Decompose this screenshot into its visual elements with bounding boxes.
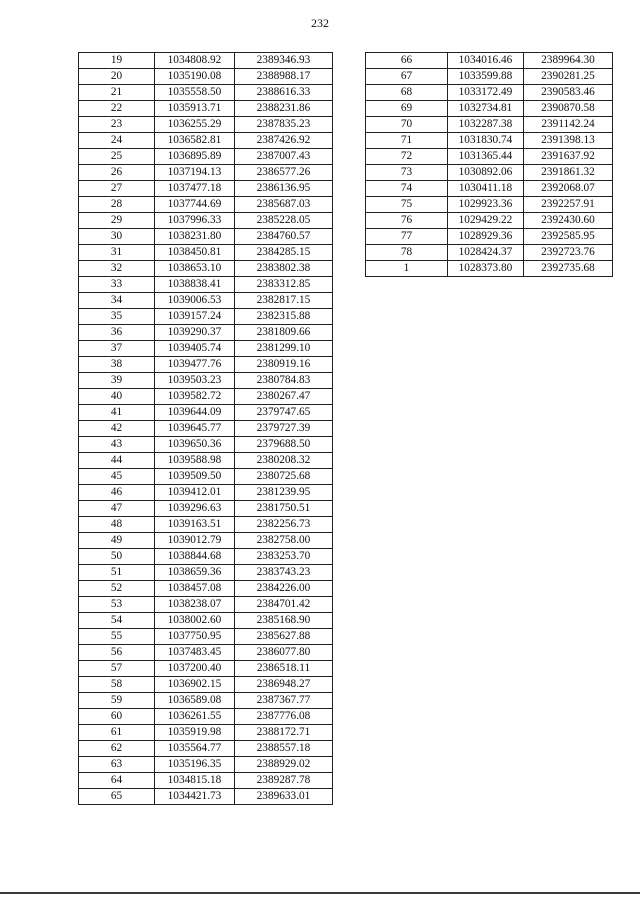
table-row: [79, 741, 333, 757]
table-row: [79, 597, 333, 613]
point-number-cell: 28: [79, 197, 155, 213]
table-row: [79, 149, 333, 165]
point-number-cell: 66: [366, 53, 448, 69]
table-row: [79, 661, 333, 677]
x-coordinate-cell: 1030892.06: [448, 165, 524, 181]
table-row: [79, 709, 333, 725]
table-row: [79, 229, 333, 245]
table-row: [366, 229, 613, 245]
table-row: [79, 453, 333, 469]
point-number-cell: 25: [79, 149, 155, 165]
point-number-cell: 59: [79, 693, 155, 709]
point-number-cell: 58: [79, 677, 155, 693]
y-coordinate-cell: 2382758.00: [235, 533, 333, 549]
x-coordinate-cell: 1035919.98: [155, 725, 235, 741]
table-row: [79, 133, 333, 149]
point-number-cell: 35: [79, 309, 155, 325]
y-coordinate-cell: 2388929.02: [235, 757, 333, 773]
y-coordinate-cell: 2381750.51: [235, 501, 333, 517]
x-coordinate-cell: 1038838.41: [155, 277, 235, 293]
point-number-cell: 31: [79, 245, 155, 261]
table-row: [79, 277, 333, 293]
y-coordinate-cell: 2385168.90: [235, 613, 333, 629]
table-row: [79, 357, 333, 373]
x-coordinate-cell: 1035564.77: [155, 741, 235, 757]
point-number-cell: 37: [79, 341, 155, 357]
point-number-cell: 68: [366, 85, 448, 101]
point-number-cell: 70: [366, 117, 448, 133]
point-number-cell: 78: [366, 245, 448, 261]
y-coordinate-cell: 2388988.17: [235, 69, 333, 85]
y-coordinate-cell: 2392257.91: [524, 197, 613, 213]
scan-edge-line: [0, 892, 640, 894]
point-number-cell: 38: [79, 357, 155, 373]
table-row: [366, 53, 613, 69]
point-number-cell: 48: [79, 517, 155, 533]
x-coordinate-cell: 1038653.10: [155, 261, 235, 277]
point-number-cell: 60: [79, 709, 155, 725]
x-coordinate-cell: 1034421.73: [155, 789, 235, 805]
point-number-cell: 1: [366, 261, 448, 277]
point-number-cell: 20: [79, 69, 155, 85]
point-number-cell: 27: [79, 181, 155, 197]
y-coordinate-cell: 2386577.26: [235, 165, 333, 181]
x-coordinate-cell: 1038659.36: [155, 565, 235, 581]
table-row: [366, 117, 613, 133]
point-number-cell: 77: [366, 229, 448, 245]
point-number-cell: 40: [79, 389, 155, 405]
x-coordinate-cell: 1037483.45: [155, 645, 235, 661]
y-coordinate-cell: 2391398.13: [524, 133, 613, 149]
table-row: [79, 325, 333, 341]
table-row: [79, 85, 333, 101]
table-row: [79, 69, 333, 85]
y-coordinate-cell: 2380267.47: [235, 389, 333, 405]
y-coordinate-cell: 2391637.92: [524, 149, 613, 165]
point-number-cell: 22: [79, 101, 155, 117]
y-coordinate-cell: 2379727.39: [235, 421, 333, 437]
point-number-cell: 76: [366, 213, 448, 229]
y-coordinate-cell: 2382256.73: [235, 517, 333, 533]
table-row: [366, 149, 613, 165]
y-coordinate-cell: 2389964.30: [524, 53, 613, 69]
x-coordinate-cell: 1038238.07: [155, 597, 235, 613]
y-coordinate-cell: 2386948.27: [235, 677, 333, 693]
point-number-cell: 62: [79, 741, 155, 757]
point-number-cell: 71: [366, 133, 448, 149]
y-coordinate-cell: 2392735.68: [524, 261, 613, 277]
table-row: [79, 389, 333, 405]
x-coordinate-cell: 1038450.81: [155, 245, 235, 261]
x-coordinate-cell: 1037194.13: [155, 165, 235, 181]
x-coordinate-cell: 1038844.68: [155, 549, 235, 565]
x-coordinate-cell: 1032287.38: [448, 117, 524, 133]
point-number-cell: 24: [79, 133, 155, 149]
x-coordinate-cell: 1037750.95: [155, 629, 235, 645]
x-coordinate-cell: 1037996.33: [155, 213, 235, 229]
point-number-cell: 43: [79, 437, 155, 453]
point-number-cell: 47: [79, 501, 155, 517]
table-row: [79, 533, 333, 549]
y-coordinate-cell: 2392430.60: [524, 213, 613, 229]
point-number-cell: 64: [79, 773, 155, 789]
table-row: [79, 725, 333, 741]
point-number-cell: 30: [79, 229, 155, 245]
point-number-cell: 52: [79, 581, 155, 597]
x-coordinate-cell: 1028929.36: [448, 229, 524, 245]
point-number-cell: 19: [79, 53, 155, 69]
table-row: [79, 309, 333, 325]
table-row: [79, 613, 333, 629]
table-row: [366, 213, 613, 229]
x-coordinate-cell: 1035913.71: [155, 101, 235, 117]
point-number-cell: 21: [79, 85, 155, 101]
table-row: [366, 69, 613, 85]
y-coordinate-cell: 2388172.71: [235, 725, 333, 741]
x-coordinate-cell: 1029429.22: [448, 213, 524, 229]
point-number-cell: 65: [79, 789, 155, 805]
table-row: [79, 565, 333, 581]
x-coordinate-cell: 1036255.29: [155, 117, 235, 133]
table-row: [79, 629, 333, 645]
y-coordinate-cell: 2380784.83: [235, 373, 333, 389]
table-row: [79, 485, 333, 501]
page-number: 232: [311, 16, 329, 30]
y-coordinate-cell: 2384701.42: [235, 597, 333, 613]
x-coordinate-cell: 1038231.80: [155, 229, 235, 245]
y-coordinate-cell: 2379688.50: [235, 437, 333, 453]
table-row: [79, 549, 333, 565]
point-number-cell: 29: [79, 213, 155, 229]
point-number-cell: 73: [366, 165, 448, 181]
table-row: [79, 293, 333, 309]
x-coordinate-cell: 1039006.53: [155, 293, 235, 309]
x-coordinate-cell: 1039157.24: [155, 309, 235, 325]
x-coordinate-cell: 1036582.81: [155, 133, 235, 149]
x-coordinate-cell: 1036895.89: [155, 149, 235, 165]
y-coordinate-cell: 2387776.08: [235, 709, 333, 725]
x-coordinate-cell: 1039645.77: [155, 421, 235, 437]
x-coordinate-cell: 1032734.81: [448, 101, 524, 117]
x-coordinate-cell: 1031830.74: [448, 133, 524, 149]
x-coordinate-cell: 1039503.23: [155, 373, 235, 389]
x-coordinate-cell: 1028373.80: [448, 261, 524, 277]
table-row: [366, 101, 613, 117]
table-row: [366, 133, 613, 149]
x-coordinate-cell: 1039290.37: [155, 325, 235, 341]
x-coordinate-cell: 1033599.88: [448, 69, 524, 85]
x-coordinate-cell: 1035190.08: [155, 69, 235, 85]
table-row: [79, 101, 333, 117]
point-number-cell: 46: [79, 485, 155, 501]
table-row: [79, 693, 333, 709]
y-coordinate-cell: 2382315.88: [235, 309, 333, 325]
point-number-cell: 39: [79, 373, 155, 389]
table-row: [366, 181, 613, 197]
table-row: [366, 261, 613, 277]
point-number-cell: 45: [79, 469, 155, 485]
x-coordinate-cell: 1034016.46: [448, 53, 524, 69]
x-coordinate-cell: 1031365.44: [448, 149, 524, 165]
y-coordinate-cell: 2384285.15: [235, 245, 333, 261]
y-coordinate-cell: 2392585.95: [524, 229, 613, 245]
y-coordinate-cell: 2388231.86: [235, 101, 333, 117]
x-coordinate-cell: 1035196.35: [155, 757, 235, 773]
y-coordinate-cell: 2392068.07: [524, 181, 613, 197]
y-coordinate-cell: 2386136.95: [235, 181, 333, 197]
y-coordinate-cell: 2380208.32: [235, 453, 333, 469]
y-coordinate-cell: 2387367.77: [235, 693, 333, 709]
y-coordinate-cell: 2385228.05: [235, 213, 333, 229]
x-coordinate-cell: 1039582.72: [155, 389, 235, 405]
coordinates-table-right: [365, 52, 613, 277]
x-coordinate-cell: 1039405.74: [155, 341, 235, 357]
x-coordinate-cell: 1030411.18: [448, 181, 524, 197]
table-row: [79, 213, 333, 229]
table-row: [79, 469, 333, 485]
x-coordinate-cell: 1039509.50: [155, 469, 235, 485]
y-coordinate-cell: 2392723.76: [524, 245, 613, 261]
y-coordinate-cell: 2383253.70: [235, 549, 333, 565]
point-number-cell: 61: [79, 725, 155, 741]
coordinates-table-left: [78, 52, 333, 805]
x-coordinate-cell: 1028424.37: [448, 245, 524, 261]
point-number-cell: 72: [366, 149, 448, 165]
y-coordinate-cell: 2390870.58: [524, 101, 613, 117]
x-coordinate-cell: 1039412.01: [155, 485, 235, 501]
table-row: [79, 517, 333, 533]
table-row: [79, 373, 333, 389]
table-row: [79, 437, 333, 453]
point-number-cell: 54: [79, 613, 155, 629]
table-row: [79, 501, 333, 517]
table-row: [79, 677, 333, 693]
y-coordinate-cell: 2382817.15: [235, 293, 333, 309]
table-row: [79, 405, 333, 421]
x-coordinate-cell: 1039588.98: [155, 453, 235, 469]
point-number-cell: 51: [79, 565, 155, 581]
x-coordinate-cell: 1034815.18: [155, 773, 235, 789]
point-number-cell: 74: [366, 181, 448, 197]
point-number-cell: 53: [79, 597, 155, 613]
table-row: [79, 261, 333, 277]
table-row: [79, 117, 333, 133]
point-number-cell: 34: [79, 293, 155, 309]
x-coordinate-cell: 1039644.09: [155, 405, 235, 421]
point-number-cell: 26: [79, 165, 155, 181]
point-number-cell: 33: [79, 277, 155, 293]
table-row: [79, 421, 333, 437]
y-coordinate-cell: 2386518.11: [235, 661, 333, 677]
point-number-cell: 36: [79, 325, 155, 341]
point-number-cell: 32: [79, 261, 155, 277]
y-coordinate-cell: 2384760.57: [235, 229, 333, 245]
table-row: [79, 341, 333, 357]
x-coordinate-cell: 1036589.08: [155, 693, 235, 709]
x-coordinate-cell: 1036902.15: [155, 677, 235, 693]
table-row: [79, 53, 333, 69]
table-row: [79, 165, 333, 181]
point-number-cell: 49: [79, 533, 155, 549]
x-coordinate-cell: 1038457.08: [155, 581, 235, 597]
y-coordinate-cell: 2387835.23: [235, 117, 333, 133]
y-coordinate-cell: 2384226.00: [235, 581, 333, 597]
point-number-cell: 63: [79, 757, 155, 773]
x-coordinate-cell: 1037200.40: [155, 661, 235, 677]
point-number-cell: 69: [366, 101, 448, 117]
table-row: [79, 773, 333, 789]
y-coordinate-cell: 2381239.95: [235, 485, 333, 501]
x-coordinate-cell: 1039477.76: [155, 357, 235, 373]
y-coordinate-cell: 2387007.43: [235, 149, 333, 165]
y-coordinate-cell: 2389287.78: [235, 773, 333, 789]
y-coordinate-cell: 2383312.85: [235, 277, 333, 293]
x-coordinate-cell: 1039296.63: [155, 501, 235, 517]
table-row: [79, 581, 333, 597]
y-coordinate-cell: 2383802.38: [235, 261, 333, 277]
x-coordinate-cell: 1035558.50: [155, 85, 235, 101]
point-number-cell: 41: [79, 405, 155, 421]
point-number-cell: 23: [79, 117, 155, 133]
x-coordinate-cell: 1034808.92: [155, 53, 235, 69]
y-coordinate-cell: 2389346.93: [235, 53, 333, 69]
table-body: [79, 53, 333, 805]
table-body: [366, 53, 613, 277]
y-coordinate-cell: 2381299.10: [235, 341, 333, 357]
table-row: [79, 197, 333, 213]
x-coordinate-cell: 1037477.18: [155, 181, 235, 197]
y-coordinate-cell: 2391142.24: [524, 117, 613, 133]
x-coordinate-cell: 1037744.69: [155, 197, 235, 213]
table-row: [79, 181, 333, 197]
point-number-cell: 55: [79, 629, 155, 645]
y-coordinate-cell: 2387426.92: [235, 133, 333, 149]
table-row: [366, 197, 613, 213]
y-coordinate-cell: 2386077.80: [235, 645, 333, 661]
y-coordinate-cell: 2388616.33: [235, 85, 333, 101]
x-coordinate-cell: 1038002.60: [155, 613, 235, 629]
table-row: [366, 245, 613, 261]
x-coordinate-cell: 1039012.79: [155, 533, 235, 549]
point-number-cell: 42: [79, 421, 155, 437]
point-number-cell: 57: [79, 661, 155, 677]
point-number-cell: 75: [366, 197, 448, 213]
y-coordinate-cell: 2380919.16: [235, 357, 333, 373]
point-number-cell: 50: [79, 549, 155, 565]
x-coordinate-cell: 1029923.36: [448, 197, 524, 213]
point-number-cell: 44: [79, 453, 155, 469]
table-row: [366, 165, 613, 181]
x-coordinate-cell: 1039163.51: [155, 517, 235, 533]
table-row: [79, 789, 333, 805]
y-coordinate-cell: 2383743.23: [235, 565, 333, 581]
y-coordinate-cell: 2380725.68: [235, 469, 333, 485]
y-coordinate-cell: 2385687.03: [235, 197, 333, 213]
y-coordinate-cell: 2385627.88: [235, 629, 333, 645]
y-coordinate-cell: 2379747.65: [235, 405, 333, 421]
y-coordinate-cell: 2390281.25: [524, 69, 613, 85]
x-coordinate-cell: 1039650.36: [155, 437, 235, 453]
x-coordinate-cell: 1033172.49: [448, 85, 524, 101]
point-number-cell: 67: [366, 69, 448, 85]
y-coordinate-cell: 2391861.32: [524, 165, 613, 181]
y-coordinate-cell: 2381809.66: [235, 325, 333, 341]
table-row: [79, 245, 333, 261]
y-coordinate-cell: 2390583.46: [524, 85, 613, 101]
table-row: [366, 85, 613, 101]
point-number-cell: 56: [79, 645, 155, 661]
table-row: [79, 757, 333, 773]
table-row: [79, 645, 333, 661]
y-coordinate-cell: 2388557.18: [235, 741, 333, 757]
x-coordinate-cell: 1036261.55: [155, 709, 235, 725]
y-coordinate-cell: 2389633.01: [235, 789, 333, 805]
